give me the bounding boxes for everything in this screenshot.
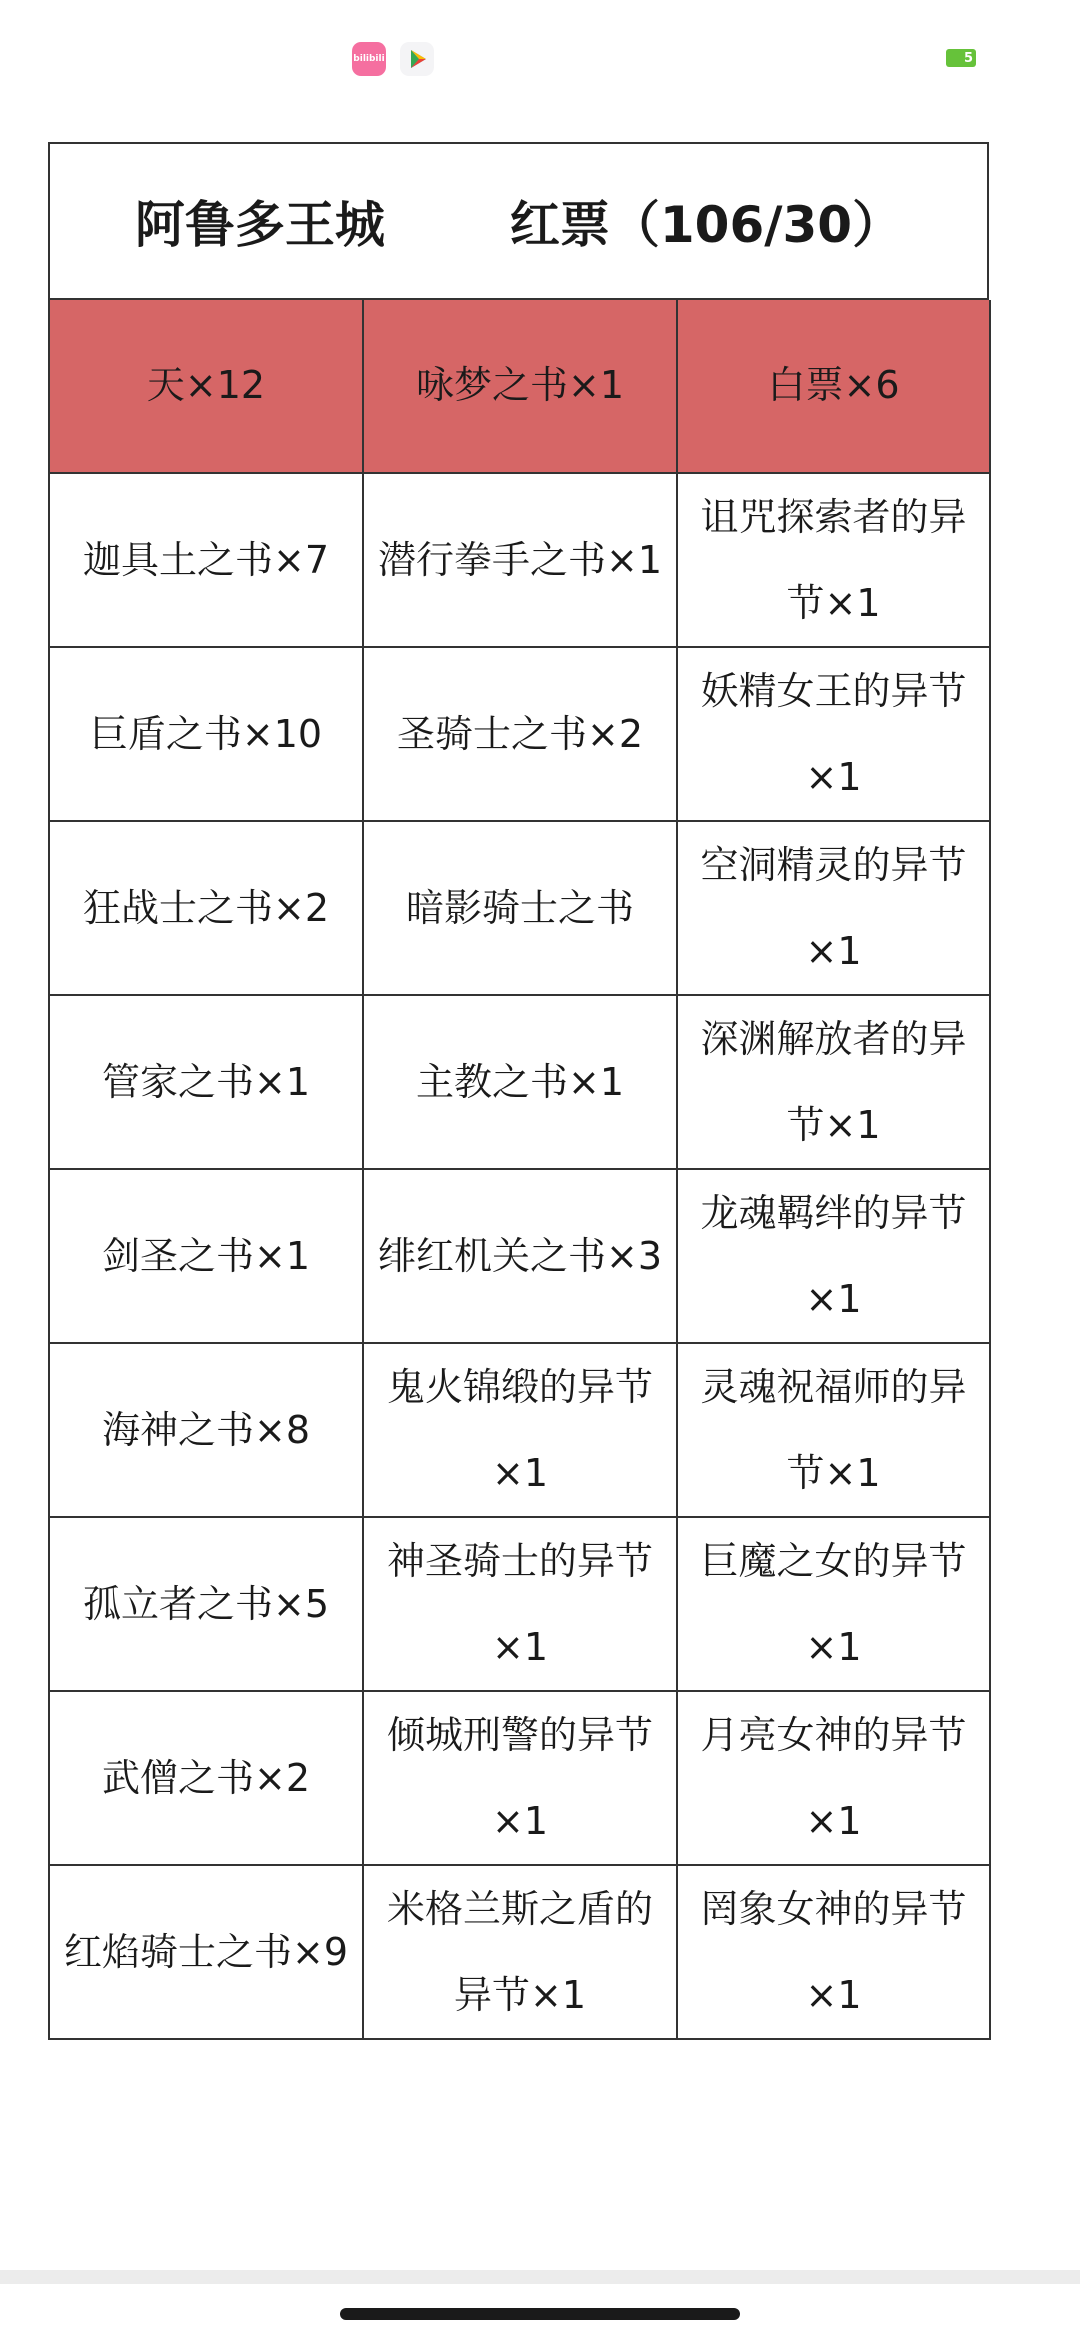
table-header-text: 天×12 xyxy=(146,363,266,408)
table-cell-text: 灵魂祝福师的异节×1 xyxy=(700,1365,967,1495)
table-cell-text: 龙魂羁绊的异节×1 xyxy=(700,1191,967,1321)
table-cell xyxy=(50,648,364,822)
table-cell-text: 海神之书×8 xyxy=(101,1408,311,1452)
table-cell-text: 鬼火锦缎的异节×1 xyxy=(386,1365,653,1495)
table-cell-text: 孤立者之书×5 xyxy=(82,1582,330,1626)
table-cell xyxy=(50,1344,364,1518)
table-header-text: 白票×6 xyxy=(767,363,900,408)
table-cell-text: 巨魔之女的异节×1 xyxy=(700,1539,967,1669)
table-cell-text: 暗影骑士之书 xyxy=(405,886,634,930)
table-cell xyxy=(364,1518,678,1692)
play-store-icon xyxy=(400,42,434,76)
table-cell-text: 管家之书×1 xyxy=(101,1060,311,1104)
inventory-table xyxy=(48,142,989,2040)
table-cell-text: 剑圣之书×1 xyxy=(101,1234,311,1278)
table-header-cell xyxy=(50,300,364,474)
table-cell-text: 米格兰斯之盾的异节×1 xyxy=(386,1887,653,2017)
table-cell-text: 罔象女神的异节×1 xyxy=(700,1887,967,2017)
table-cell xyxy=(678,1344,991,1518)
table-cell-text: 潜行拳手之书×1 xyxy=(377,538,663,582)
table-cell xyxy=(678,1170,991,1344)
table-cell xyxy=(678,474,991,648)
table-cell xyxy=(364,1692,678,1866)
table-cell xyxy=(364,648,678,822)
table-cell-text: 红焰骑士之书×9 xyxy=(63,1930,349,1974)
table-cell xyxy=(50,1170,364,1344)
table-header-text: 咏梦之书×1 xyxy=(415,363,625,408)
table-cell-text: 圣骑士之书×2 xyxy=(396,712,644,756)
table-cell xyxy=(50,474,364,648)
table-cell-text: 倾城刑警的异节×1 xyxy=(386,1713,653,1843)
bilibili-app-icon: bilibili xyxy=(352,42,386,76)
table-cell-text: 迦具土之书×7 xyxy=(82,538,330,582)
table-cell-text: 妖精女王的异节×1 xyxy=(700,669,967,799)
table-cell-text: 诅咒探索者的异节×1 xyxy=(700,495,967,625)
table-title-row xyxy=(48,142,989,300)
table-cell-text: 绯红机关之书×3 xyxy=(377,1234,663,1278)
home-indicator[interactable] xyxy=(340,2308,740,2320)
table-cell xyxy=(50,1518,364,1692)
table-cell xyxy=(678,822,991,996)
bottom-divider xyxy=(0,2270,1080,2284)
table-cell xyxy=(364,1170,678,1344)
table-cell xyxy=(364,822,678,996)
battery-icon: 5 xyxy=(946,49,976,67)
table-header-cell xyxy=(364,300,678,474)
table-cell-text: 神圣骑士的异节×1 xyxy=(386,1539,653,1669)
table-cell-text: 空洞精灵的异节×1 xyxy=(700,843,967,973)
table-cell xyxy=(50,1692,364,1866)
table-cell xyxy=(50,996,364,1170)
table-cell xyxy=(364,996,678,1170)
table-cell xyxy=(678,1518,991,1692)
table-title-location: 阿鲁多王城 xyxy=(134,196,385,254)
table-cell-text: 深渊解放者的异节×1 xyxy=(700,1017,967,1147)
table-cell-text: 月亮女神的异节×1 xyxy=(700,1713,967,1843)
status-bar xyxy=(0,0,1080,110)
table-cell-text: 狂战士之书×2 xyxy=(82,886,330,930)
table-cell xyxy=(364,1344,678,1518)
table-cell-text: 主教之书×1 xyxy=(415,1060,625,1104)
table-cell xyxy=(678,1866,991,2040)
table-cell xyxy=(678,996,991,1170)
table-cell xyxy=(678,648,991,822)
table-cell xyxy=(50,822,364,996)
table-grid xyxy=(48,300,989,2040)
table-cell xyxy=(678,1692,991,1866)
table-title-tickets: 红票（106/30） xyxy=(509,196,903,254)
table-cell xyxy=(364,1866,678,2040)
table-cell xyxy=(364,474,678,648)
table-cell xyxy=(50,1866,364,2040)
table-cell-text: 巨盾之书×10 xyxy=(89,712,323,756)
table-cell-text: 武僧之书×2 xyxy=(101,1756,311,1800)
table-header-cell xyxy=(678,300,991,474)
